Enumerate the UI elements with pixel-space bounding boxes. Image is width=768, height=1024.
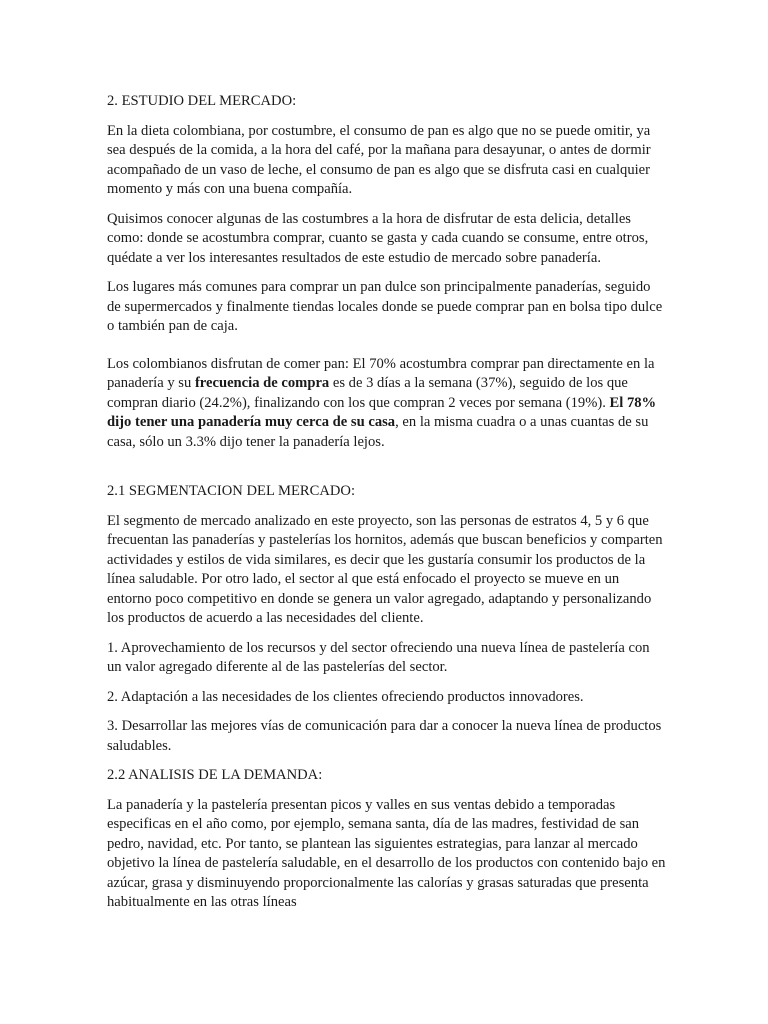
list-item-1: 1. Aprovechamiento de los recursos y del sector ofreciendo una nueva línea de pastelería con un valor agregado diferente al de las pastelerías del sector.: [107, 639, 650, 675]
bold-panaderia-cerca: El 78% dijo tener una panadería muy cerca de su casa: [107, 394, 657, 430]
section-heading-segmentacion: 2.1 SEGMENTACION DEL MERCADO:: [107, 483, 356, 499]
section-heading-analisis-demanda: 2.2 ANALISIS DE LA DEMANDA:: [107, 767, 323, 783]
list-item-3: 3. Desarrollar las mejores vías de comunicación para dar a conocer la nueva línea de productos saludables.: [107, 718, 662, 754]
document-body: [107, 92, 667, 923]
section-heading-estudio-mercado: 2. ESTUDIO DEL MERCADO:: [107, 93, 297, 109]
paragraph-dieta-colombiana: En la dieta colombiana, por costumbre, el consumo de pan es algo que no se puede omitir, ya sea después de la comida, a la hora del café, por la mañana para desayunar, o antes de dormir acompañado de un vaso de leche, el consumo de pan es algo que se disfruta casi en cualquier momento y más con una buena compañía.: [107, 122, 651, 197]
text-run: Los colombianos disfrutan de comer pan: El 70% acostumbra comprar pan directamente en la panadería y su: [107, 355, 655, 391]
paragraph-lugares-compra: Los lugares más comunes para comprar un pan dulce son principalmente panaderías, seguido de supermercados y finalmente tiendas locales donde se puede comprar pan en bolsa tipo dulce o también pan de caja.: [107, 279, 663, 334]
paragraph-habitos-compra: [107, 355, 667, 453]
text-run: es de 3 días a la semana (37%), seguido de los que compran diario (24.2%), finalizando con los que compran 2 veces por semana (19%).: [107, 375, 628, 411]
text-run: , en la misma cuadra o a unas cuantas de su casa, sólo un 3.3% dijo tener la panadería lejos.: [107, 414, 649, 450]
paragraph-picos-valles: La panadería y la pastelería presentan picos y valles en sus ventas debido a temporadas especificas en el año como, por ejemplo, semana santa, día de las madres, festividad de san pedro, navidad, etc. Por tanto, se plantean las siguientes estrategias, para lanzar al mercado objetivo la línea de pastelería saludable, en el desarrollo de los productos con contenido bajo en azúcar, grasa y disminuyendo proporcionalmente las calorías y grasas saturadas que presenta habitualmente en las otras líneas: [107, 796, 666, 910]
list-item-2: 2. Adaptación a las necesidades de los clientes ofreciendo productos innovadores.: [107, 688, 584, 705]
paragraph-segmento-mercado: El segmento de mercado analizado en este proyecto, son las personas de estratos 4, 5 y 6 que frecuentan las panaderías y pastelerías los hornitos, además que buscan beneficios y comparten actividades y estilos de vida similares, es decir que les gustaría consumir los productos de la línea saludable. Por otro lado, el sector al que está enfocado el proyecto se mueve en un entorno poco competitivo en donde se genera un valor agregado, adaptando y personalizando los productos de acuerdo a las necesidades del cliente.: [107, 512, 663, 626]
bold-frecuencia-compra: frecuencia de compra: [194, 375, 330, 391]
paragraph-costumbres: Quisimos conocer algunas de las costumbres a la hora de disfrutar de esta delicia, detalles como: donde se acostumbra comprar, cuanto se gasta y cada cuando se consume, entre otros, quédate a ver los interesantes resultados de este estudio de mercado sobre panadería.: [107, 210, 649, 266]
